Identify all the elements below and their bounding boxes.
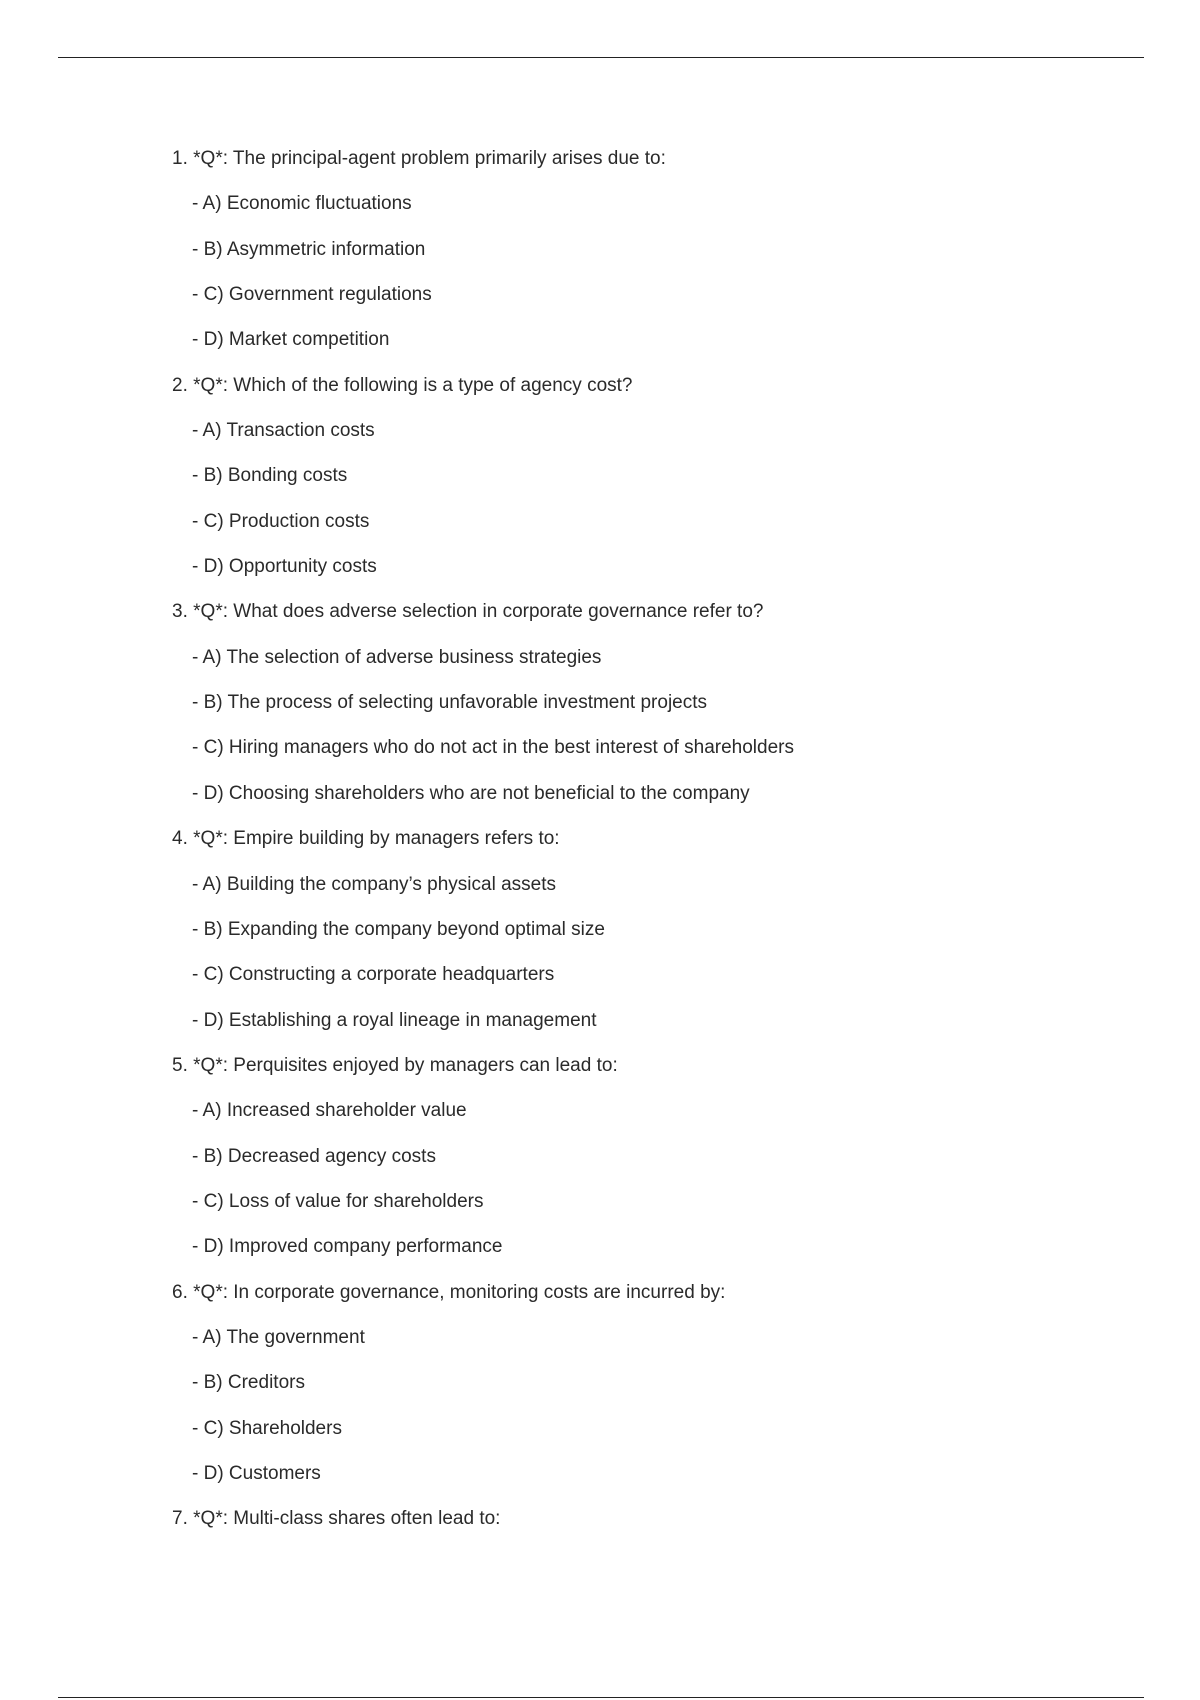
question-4-stem	[172, 825, 1132, 870]
question-1	[172, 145, 1132, 372]
option-a: - A) The government	[192, 1326, 365, 1348]
question-6-stem	[172, 1279, 1132, 1324]
option-c: - C) Hiring managers who do not act in the best interest of shareholders	[192, 737, 794, 759]
question-text: *Q*: Multi-class shares often lead to:	[193, 1508, 501, 1530]
option-c: - C) Government regulations	[192, 284, 432, 306]
option-a: - A) Economic fluctuations	[192, 193, 412, 215]
question-list	[172, 145, 1132, 1551]
option-b: - B) The process of selecting unfavorable investment projects	[192, 692, 708, 714]
option-d: - D) Improved company performance	[192, 1236, 503, 1258]
option-b: - B) Bonding costs	[192, 465, 348, 487]
question-text: *Q*: In corporate governance, monitoring costs are incurred by:	[193, 1281, 726, 1303]
question-number: 6.	[172, 1281, 188, 1303]
question-2	[172, 372, 1132, 599]
option-c: - C) Constructing a corporate headquarters	[192, 964, 555, 986]
question-7	[172, 1505, 1132, 1550]
question-3	[172, 598, 1132, 825]
option-c: - C) Production costs	[192, 510, 370, 532]
question-7-stem	[172, 1505, 1132, 1550]
question-3-stem	[172, 598, 1132, 643]
question-5-stem	[172, 1052, 1132, 1097]
question-number: 1.	[172, 148, 188, 169]
question-text: *Q*: Empire building by managers refers to:	[193, 828, 560, 850]
question-text: *Q*: What does adverse selection in corporate governance refer to?	[193, 601, 764, 623]
option-b: - B) Asymmetric information	[192, 238, 426, 260]
question-number: 5.	[172, 1054, 188, 1076]
option-d: - D) Establishing a royal lineage in management	[192, 1009, 597, 1031]
option-a: - A) Building the company’s physical assets	[192, 873, 556, 895]
question-number: 4.	[172, 828, 188, 850]
option-d: - D) Customers	[192, 1462, 321, 1484]
header-rule	[58, 57, 1144, 58]
question-number: 3.	[172, 601, 188, 623]
question-number: 7.	[172, 1508, 188, 1530]
question-number: 2.	[172, 374, 188, 396]
option-c: - C) Loss of value for shareholders	[192, 1190, 484, 1212]
option-a: - A) Transaction costs	[192, 420, 375, 442]
option-d: - D) Choosing shareholders who are not beneficial to the company	[192, 782, 750, 804]
question-6	[172, 1279, 1132, 1506]
option-b: - B) Creditors	[192, 1372, 305, 1394]
option-d: - D) Opportunity costs	[192, 556, 377, 578]
question-text: *Q*: Perquisites enjoyed by managers can lead to:	[193, 1054, 618, 1076]
question-text: *Q*: Which of the following is a type of agency cost?	[193, 374, 633, 396]
question-5	[172, 1052, 1132, 1279]
option-b: - B) Decreased agency costs	[192, 1145, 436, 1167]
question-text: *Q*: The principal-agent problem primarily arises due to:	[193, 148, 666, 169]
option-d: - D) Market competition	[192, 329, 390, 351]
option-a: - A) Increased shareholder value	[192, 1100, 467, 1122]
question-1-stem	[172, 145, 1132, 190]
question-4	[172, 825, 1132, 1052]
question-2-stem	[172, 372, 1132, 417]
footer-rule	[58, 1697, 1144, 1698]
option-a: - A) The selection of adverse business strategies	[192, 646, 602, 668]
option-c: - C) Shareholders	[192, 1417, 342, 1439]
option-b: - B) Expanding the company beyond optimal size	[192, 918, 605, 940]
